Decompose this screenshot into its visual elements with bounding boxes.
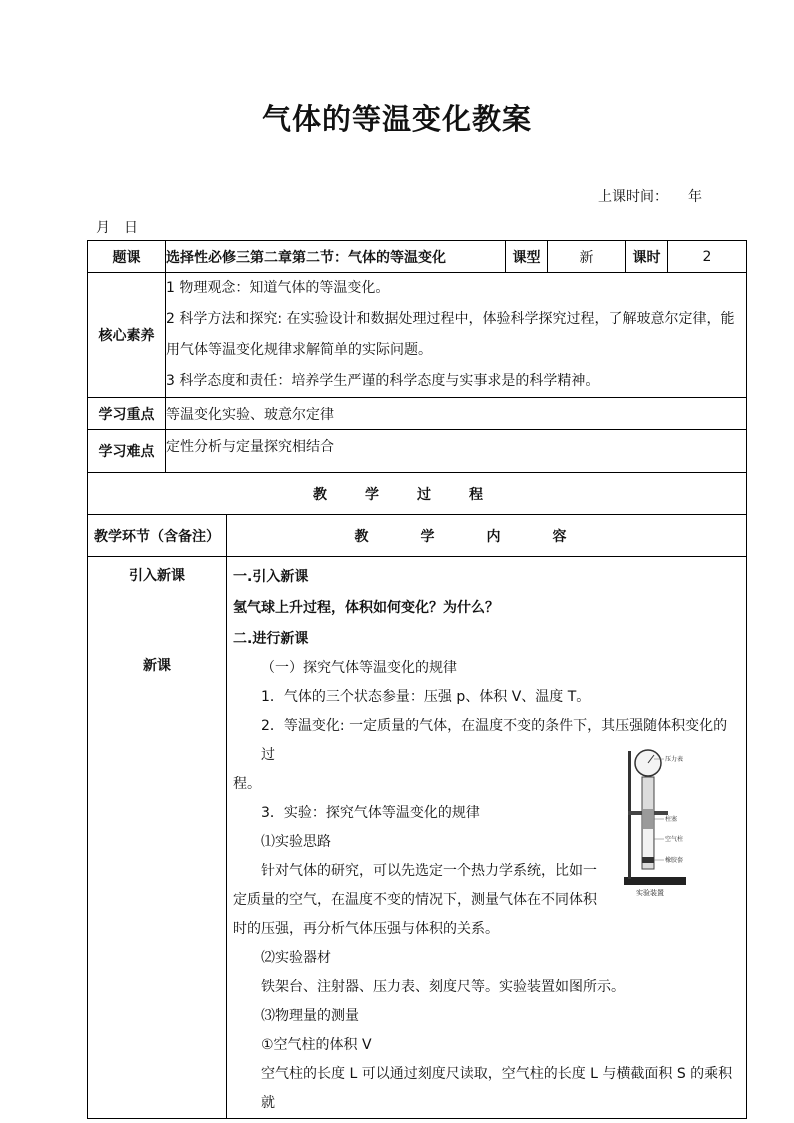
intro-heading: 一.引入新课 [233,569,309,585]
focus-row [88,398,747,430]
gauge-label: 压力表 [665,756,684,763]
month-label: 月 [96,220,110,236]
year-label: 年 [688,189,702,205]
item-2a: 2．等温变化: 一定质量的气体，在温度不变的条件下，其压强随体积变化的过 [261,718,728,763]
day-label: 日 [124,220,138,236]
cap-label: 橡胶套 [665,857,684,864]
core-content [166,273,747,398]
time-label: 上课时间： [598,189,668,205]
idea-line-a: 针对气体的研究，可以先选定一个热力学系统，比如一 [261,863,597,879]
volume-heading: ①空气柱的体积 V [261,1037,372,1053]
process-heading-row [88,473,747,515]
difficulty-row [88,430,747,473]
idea-line-b: 定质量的空气，在温度不变的情况下，测量气体在不同体积 [233,892,597,908]
stage-intro: 引入新课 [129,568,185,584]
plunger-label: 柱塞 [665,816,678,823]
volume-text: 空气柱的长度 L 可以通过刻度尺读取，空气柱的长度 L 与横截面积 S 的乘积就 [261,1066,733,1111]
type-label: 课型 [506,241,548,273]
core-label: 核心素养 [88,273,166,398]
topic-value: 选择性必修三第二章第二节：气体的等温变化 [166,241,506,273]
stage-new: 新课 [143,658,171,674]
type-value: 新 [548,241,626,273]
hours-value: 2 [668,241,747,273]
topic-row [88,241,747,273]
intro-question: 氢气球上升过程，体积如何变化？为什么？ [233,600,499,616]
content-column-header: 教学内容 [227,515,747,557]
measure-heading: ⑶物理量的测量 [261,1008,359,1024]
difficulty-label: 学习难点 [88,430,166,473]
section-heading: （一）探究气体等温变化的规律 [261,660,457,676]
difficulty-value: 定性分析与定量探究相结合 [166,430,747,473]
process-heading: 教学过程 [88,473,747,515]
core-line: 3 科学态度和责任：培养学生严谨的科学态度与实事求是的科学精神。 [166,373,600,389]
stage-column [88,557,227,1119]
stand-base [624,877,686,885]
content-column [227,557,747,1119]
column-header-row [88,515,747,557]
idea-heading: ⑴实验思路 [261,834,331,850]
class-time [598,186,702,206]
focus-value: 等温变化实验、玻意尔定律 [166,398,747,430]
air-label: 空气柱 [665,836,684,843]
item-2b: 程。 [233,776,261,792]
teaching-row [88,557,747,1119]
core-row [88,273,747,398]
item-1: 1．气体的三个状态参量：压强 p、体积 V、温度 T。 [261,689,591,705]
page-title: 气体的等温变化教案 [261,102,532,136]
hours-label: 课时 [626,241,668,273]
core-line: 用气体等温变化规律求解简单的实际问题。 [166,342,432,358]
figure-caption: 实验装置 [636,889,664,897]
topic-label: 题课 [88,241,166,273]
air-column [643,829,653,857]
focus-label: 学习重点 [88,398,166,430]
idea-line-c: 时的压强，再分析气体压强与体积的关系。 [233,921,499,937]
apparatus-figure [606,749,716,899]
class-date [96,217,138,237]
teaching-content [227,557,746,1118]
new-heading: 二.进行新课 [233,631,309,647]
plunger [643,809,653,829]
stage-column-header: 教学环节（含备注） [88,515,227,557]
item-3: 3．实验：探究气体等温变化的规律 [261,805,480,821]
lesson-table [87,240,747,1119]
core-line: 1 物理观念：知道气体的等温变化。 [166,280,390,296]
core-line: 2 科学方法和探究: 在实验设计和数据处理过程中，体验科学探究过程，了解玻意尔定律，能 [166,311,735,327]
rubber-cap [642,857,654,863]
equip-text: 铁架台、注射器、压力表、刻度尺等。实验装置如图所示。 [261,979,625,995]
equip-heading: ⑵实验器材 [261,950,331,966]
